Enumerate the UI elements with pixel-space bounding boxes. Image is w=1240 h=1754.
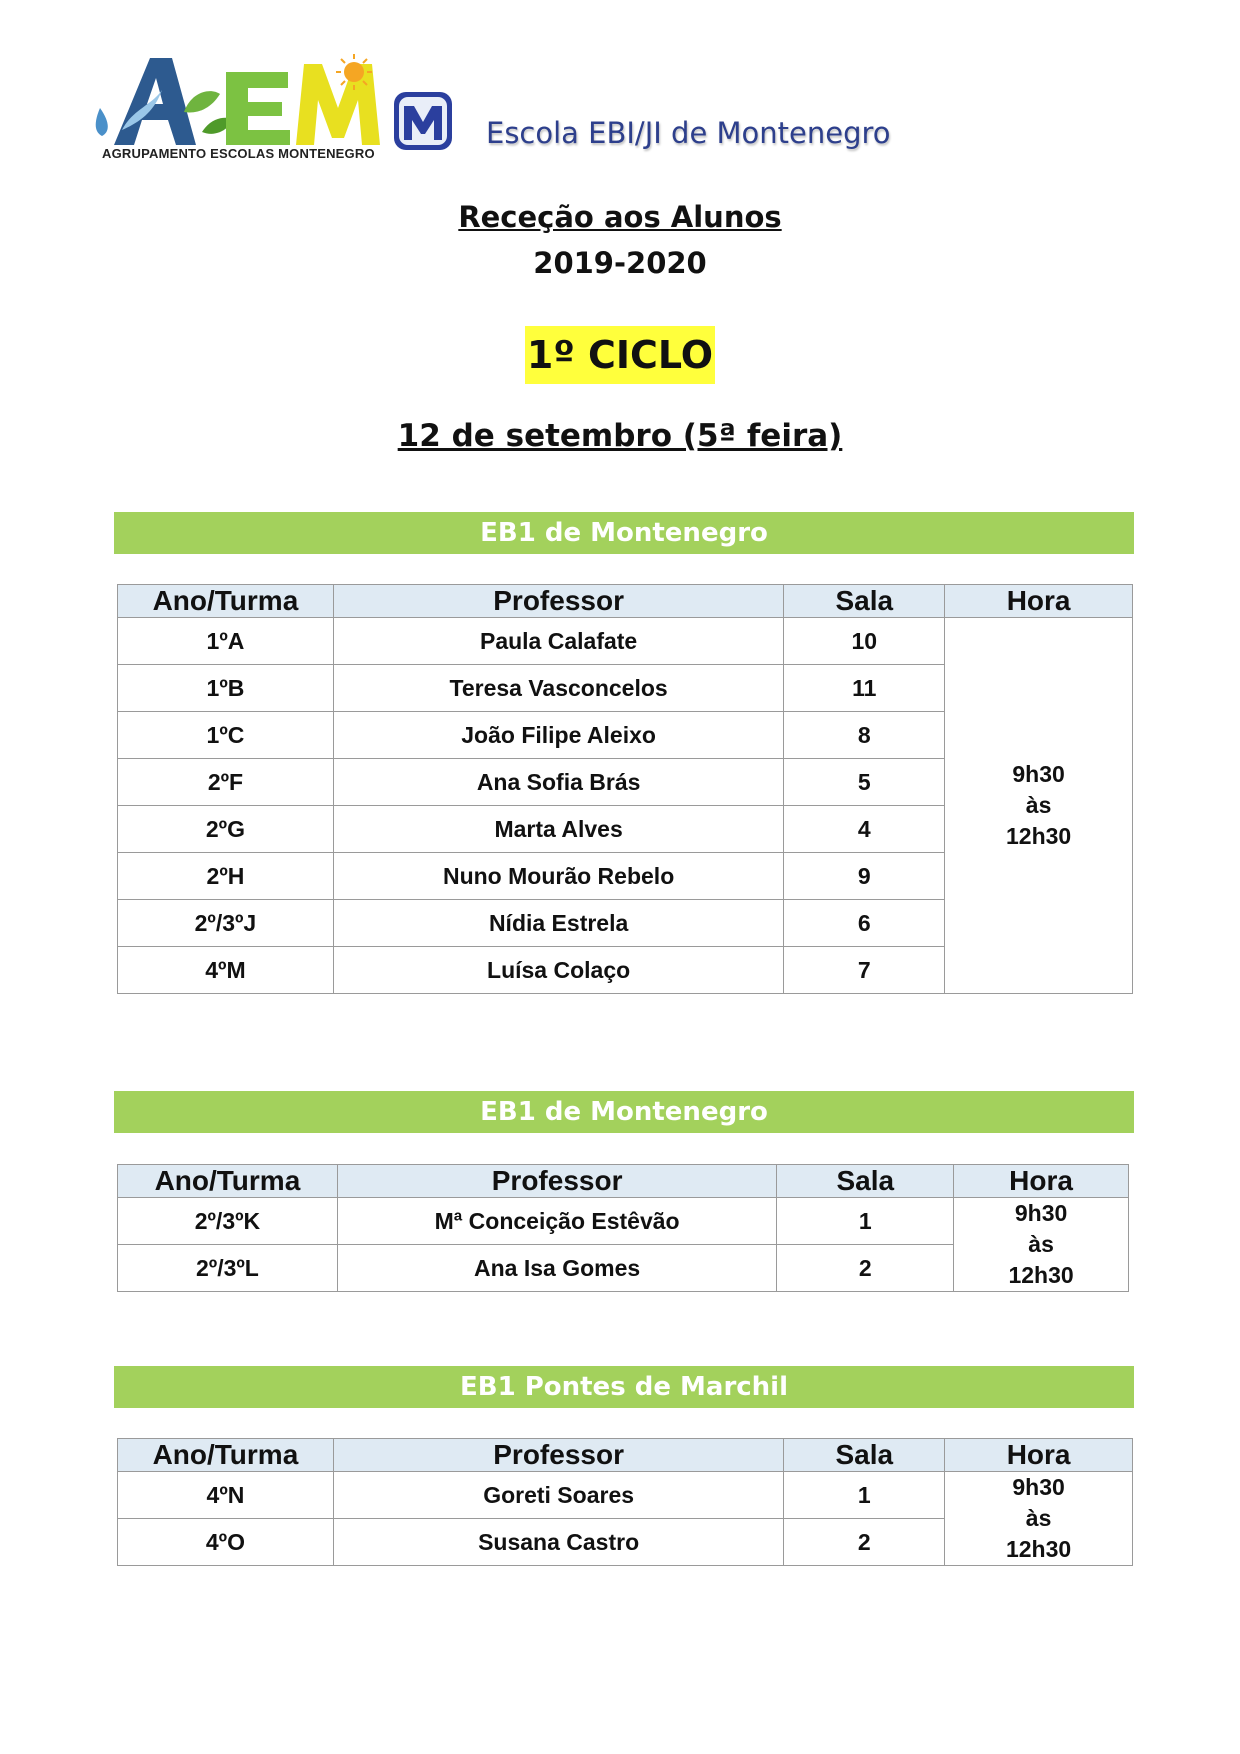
professor-cell: Nídia Estrela [333,900,783,947]
turma-cell: 2ºG [118,806,334,853]
hora-cell [954,1198,1129,1292]
hora-end: 12h30 [1008,1262,1074,1288]
table-header-row [118,1439,1133,1472]
sala-cell: 9 [784,853,945,900]
turma-cell: 1ºA [118,618,334,665]
sala-cell: 5 [784,759,945,806]
aem-logo-caption: AGRUPAMENTO ESCOLAS MONTENEGRO [102,146,375,161]
column-header-professor: Professor [333,1439,783,1472]
turma-cell: 2ºF [118,759,334,806]
turma-cell: 2º/3ºK [118,1198,338,1245]
professor-cell: Luísa Colaço [333,947,783,994]
professor-cell: Ana Isa Gomes [337,1245,776,1292]
hora-sep: às [1025,792,1052,818]
turma-cell: 4ºN [118,1472,334,1519]
section-school-band: EB1 Pontes de Marchil [114,1366,1134,1408]
header-logos [92,50,912,170]
column-header-hora: Hora [954,1165,1129,1198]
hora-cell [945,1472,1133,1566]
professor-cell: Nuno Mourão Rebelo [333,853,783,900]
table-row [118,1472,1133,1519]
column-header-sala: Sala [777,1165,954,1198]
column-header-turma: Ano/Turma [118,585,334,618]
section-school-band: EB1 de Montenegro [114,1091,1134,1133]
column-header-professor: Professor [333,585,783,618]
column-header-hora: Hora [945,585,1133,618]
hora-end: 12h30 [1005,1536,1072,1562]
turma-cell: 1ºB [118,665,334,712]
montenegro-m-logo [392,90,454,152]
school-name: Escola EBI/JI de Montenegro [486,116,891,150]
sala-cell: 6 [784,900,945,947]
turma-cell: 1ºC [118,712,334,759]
cycle-heading [0,326,1240,384]
sala-cell: 1 [784,1472,945,1519]
table-header-row [118,1165,1129,1198]
sala-cell: 8 [784,712,945,759]
sala-cell: 11 [784,665,945,712]
sala-cell: 10 [784,618,945,665]
hora-start: 9h30 [1012,761,1065,787]
professor-cell: Teresa Vasconcelos [333,665,783,712]
column-header-sala: Sala [784,1439,945,1472]
professor-cell: João Filipe Aleixo [333,712,783,759]
sala-cell: 7 [784,947,945,994]
professor-cell: Paula Calafate [333,618,783,665]
cycle-highlight: 1º CICLO [525,326,715,384]
professor-cell: Ana Sofia Brás [333,759,783,806]
schedule-table [117,1164,1129,1292]
sala-cell: 4 [784,806,945,853]
sala-cell: 2 [777,1245,954,1292]
sala-cell: 2 [784,1519,945,1566]
professor-cell: Marta Alves [333,806,783,853]
schedule-table [117,1438,1133,1566]
professor-cell: Goreti Soares [333,1472,783,1519]
sala-cell: 1 [777,1198,954,1245]
column-header-professor: Professor [337,1165,776,1198]
professor-cell: Susana Castro [333,1519,783,1566]
turma-cell: 2ºH [118,853,334,900]
turma-cell: 2º/3ºJ [118,900,334,947]
hora-end: 12h30 [1005,823,1072,849]
page-title [0,200,1240,234]
table-row [118,1198,1129,1245]
hora-sep: às [1025,1505,1052,1531]
schedule-table [117,584,1133,994]
table-row [118,618,1133,665]
aem-logo [92,50,392,160]
page-title-text: Receção aos Alunos [458,200,782,234]
turma-cell: 4ºO [118,1519,334,1566]
school-year: 2019-2020 [533,246,707,280]
hora-sep: às [1028,1231,1054,1257]
section-school-band: EB1 de Montenegro [114,512,1134,554]
hora-cell [945,618,1133,994]
hora-start: 9h30 [1014,1200,1068,1226]
column-header-turma: Ano/Turma [118,1165,338,1198]
date-heading [0,418,1240,454]
column-header-sala: Sala [784,585,945,618]
date-text: 12 de setembro (5ª feira) [397,418,843,454]
professor-cell: Mª Conceição Estêvão [337,1198,776,1245]
turma-cell: 4ºM [118,947,334,994]
column-header-hora: Hora [945,1439,1133,1472]
column-header-turma: Ano/Turma [118,1439,334,1472]
turma-cell: 2º/3ºL [118,1245,338,1292]
hora-start: 9h30 [1012,1474,1065,1500]
table-header-row [118,585,1133,618]
